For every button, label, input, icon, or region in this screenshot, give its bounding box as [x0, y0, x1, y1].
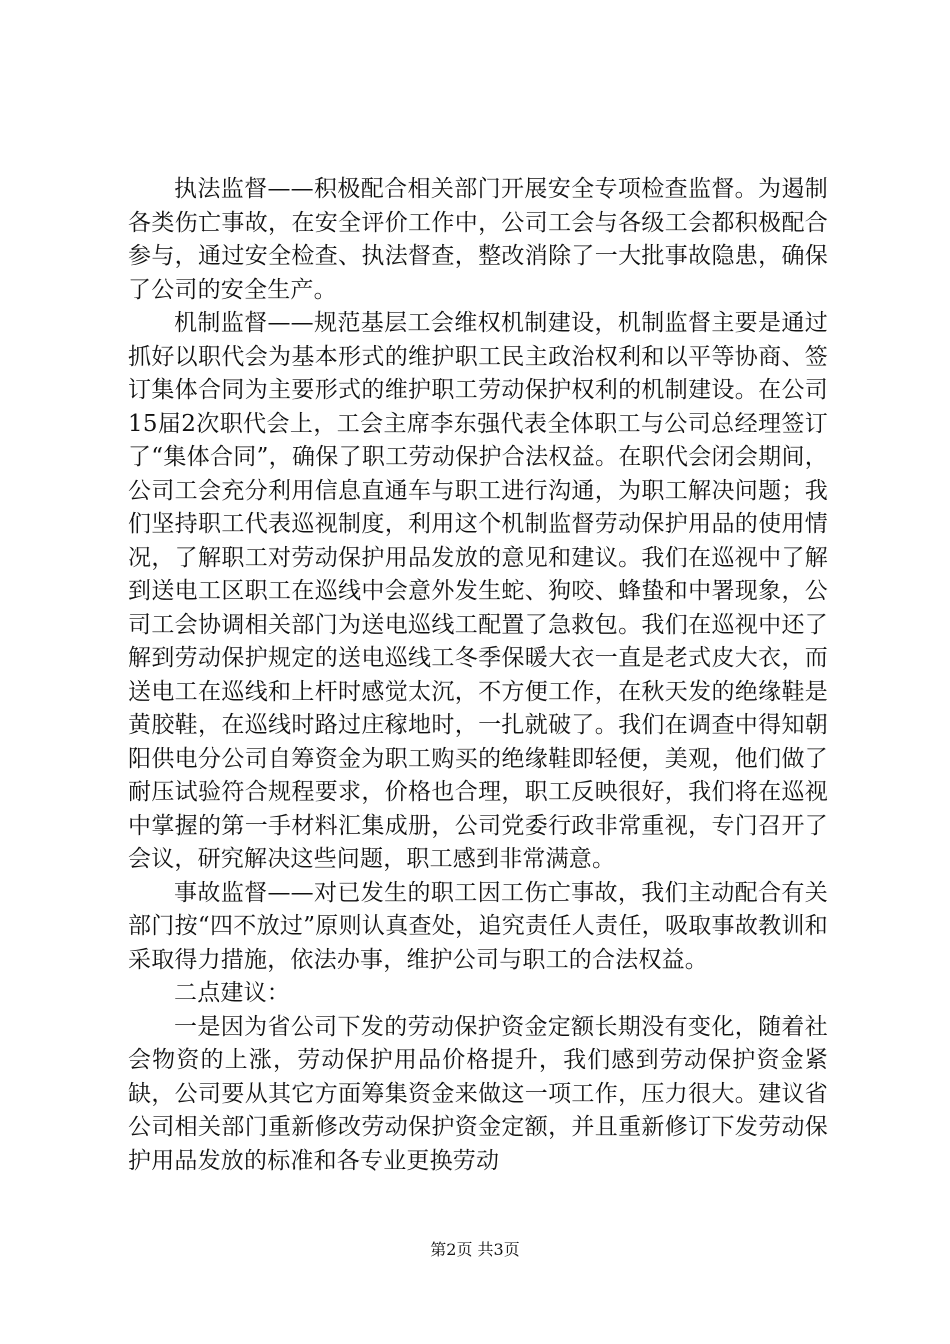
page-number: 第2页 [430, 1240, 473, 1259]
paragraph-mechanism-supervision: 机制监督——规范基层工会维权机制建设，机制监督主要是通过抓好以职代会为基本形式的维护职工民主政治权利和以平等协商、签订集体合同为主要形式的维护职工劳动保护权利的机制建设。在公司15届2次职代会上，工会主席李东强代表全体职工与公司总经理签订了“集体合同”，确保了职工劳动保护合法权益。在职代会闭会期间，公司工会充分利用信息直通车与职工进行沟通，为职工解决问题；我们坚持职工代表巡视制度，利用这个机制监督劳动保护用品的使用情况，了解职工对劳动保护用品发放的意见和建议。我们在巡视中了解到送电工区职工在巡线中会意外发生蛇、狗咬、蜂蛰和中署现象，公司工会协调相关部门为送电巡线工配置了急救包。我们在巡视中还了解到劳动保护规定的送电巡线工冬季保暖大衣一直是老式皮大衣，而送电工在巡线和上杆时感觉太沉，不方便工作，在秋天发的绝缘鞋是黄胶鞋，在巡线时路过庄稼地时，一扎就破了。我们在调查中得知朝阳供电分公司自筹资金为职工购买的绝缘鞋即轻便，美观，他们做了耐压试验符合规程要求，价格也合理，职工反映很好，我们将在巡视中掌握的第一手材料汇集成册，公司党委行政非常重视，专门召开了会议，研究解决这些问题，职工感到非常满意。 [128, 310, 828, 872]
paragraph-suggestions-heading: 二点建议： [174, 980, 290, 1006]
paragraph-suggestion-one: 一是因为省公司下发的劳动保护资金定额长期没有变化，随着社会物资的上涨，劳动保护用品价格提升，我们感到劳动保护资金紧缺，公司要从其它方面筹集资金来做这一项工作，压力很大。建议省公司相关部门重新修改劳动保护资金定额，并且重新修订下发劳动保护用品发放的标准和各专业更换劳动 [128, 1013, 828, 1174]
paragraph-law-enforcement-supervision: 执法监督——积极配合相关部门开展安全专项检查监督。为遏制各类伤亡事故，在安全评价工作中，公司工会与各级工会都积极配合参与，通过安全检查、执法督查，整改消除了一大批事故隐患，确保了公司的安全生产。 [128, 176, 828, 303]
page-total: 共3页 [477, 1240, 520, 1259]
page-footer [0, 1240, 950, 1260]
paragraph-accident-supervision: 事故监督——对已发生的职工因工伤亡事故，我们主动配合有关部门按“四不放过”原则认真查处，追究责任人责任，吸取事故教训和采取得力措施，依法办事，维护公司与职工的合法权益。 [128, 879, 828, 973]
document-body [128, 173, 828, 1178]
